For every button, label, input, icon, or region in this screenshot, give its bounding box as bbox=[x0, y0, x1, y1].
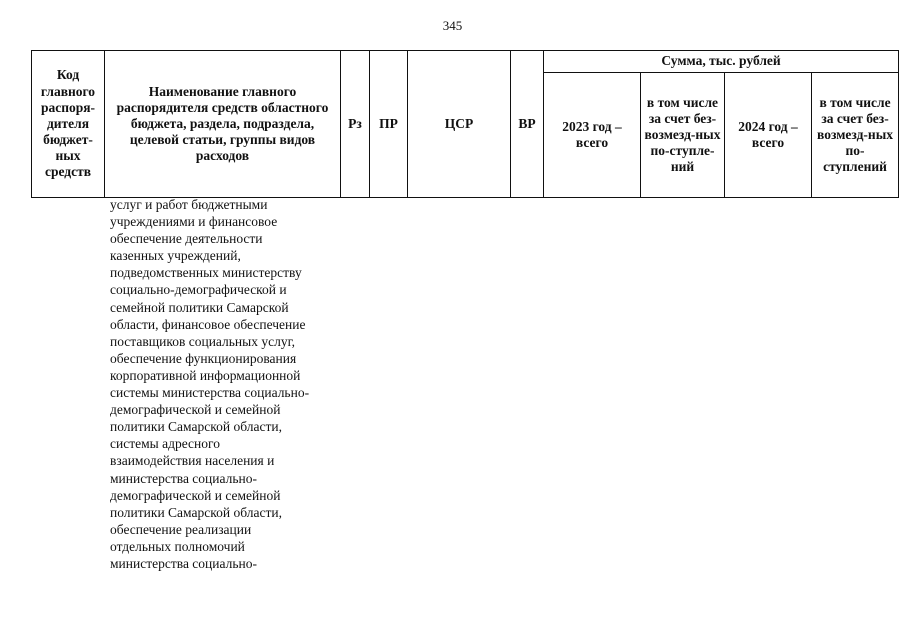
header-code: Код главного распоря-дителя бюджет-ных средств bbox=[32, 51, 105, 198]
header-2024-free: в том числе за счет без-возмезд-ных по-ступлений bbox=[812, 73, 899, 198]
body-text-line: учреждениями и финансовое bbox=[110, 214, 278, 230]
body-text-line: политики Самарской области, bbox=[110, 504, 282, 520]
body-text-line: обеспечение функционирования bbox=[110, 350, 297, 366]
header-2023-free: в том числе за счет без-возмезд-ных по-ступле-ний bbox=[641, 73, 725, 198]
body-text-line: услуг и работ бюджетными bbox=[110, 197, 268, 212]
body-text-line: системы министерства социально- bbox=[110, 385, 310, 401]
body-text-line: отдельных полномочий bbox=[110, 538, 245, 554]
page-number: 345 bbox=[442, 18, 463, 33]
body-text-line: системы адресного bbox=[110, 436, 220, 452]
body-text-line: демографической и семейной bbox=[110, 402, 281, 418]
body-text-line: обеспечение реализации bbox=[110, 521, 252, 537]
header-csr: ЦСР bbox=[408, 51, 511, 198]
body-text-line: демографической и семейной bbox=[110, 487, 281, 503]
body-text-line: поставщиков социальных услуг, bbox=[110, 333, 295, 349]
header-2024-total: 2024 год – всего bbox=[725, 73, 812, 198]
header-pr: ПР bbox=[370, 51, 408, 198]
body-text-line: обеспечение деятельности bbox=[110, 231, 263, 247]
header-2023-total: 2023 год – всего bbox=[544, 73, 641, 198]
header-sum-group: Сумма, тыс. рублей bbox=[544, 51, 899, 73]
body-text-line: корпоративной информационной bbox=[110, 367, 301, 383]
body-text-line: подведомственных министерству bbox=[110, 265, 302, 281]
body-text-line: социально-демографической и bbox=[110, 282, 287, 298]
body-text-line: семейной политики Самарской bbox=[110, 299, 289, 315]
body-text-line: министерства социально- bbox=[110, 555, 257, 571]
header-vr: ВР bbox=[511, 51, 544, 198]
header-rz: Рз bbox=[341, 51, 370, 198]
body-text-line: министерства социально- bbox=[110, 470, 257, 486]
body-text-line: области, финансовое обеспечение bbox=[110, 316, 306, 332]
body-text-line: политики Самарской области, bbox=[110, 419, 282, 435]
body-text-line: казенных учреждений, bbox=[110, 248, 241, 264]
budget-table-header bbox=[31, 50, 899, 198]
body-text-line: взаимодействия населения и bbox=[110, 453, 275, 469]
body-text bbox=[110, 196, 350, 572]
header-name: Наименование главного распорядителя средств областного бюджета, раздела, подраздела, целевой статьи, группы видов расходов bbox=[105, 51, 341, 198]
